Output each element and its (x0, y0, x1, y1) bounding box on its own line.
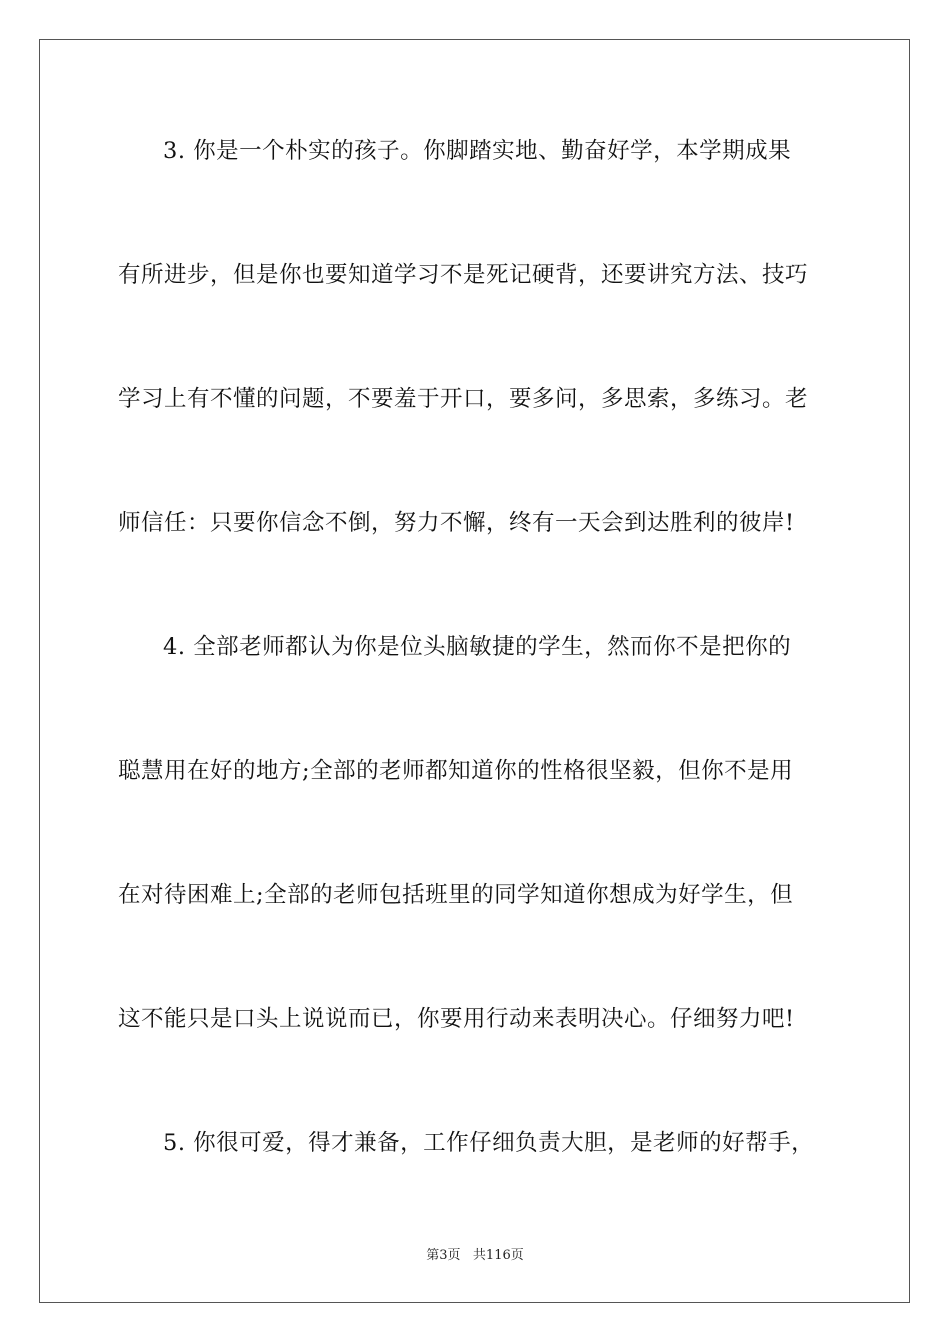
paragraph-3-line-1: 3. 你是一个朴实的孩子。你脚踏实地、勤奋好学，本学期成果 (163, 138, 792, 164)
paragraph-4-line-3: 在对待困难上;全部的老师包括班里的同学知道你想成为好学生，但 (118, 882, 794, 908)
page-border (39, 39, 910, 1303)
paragraph-3-line-4: 师信任：只要你信念不倒，努力不懈，终有一天会到达胜利的彼岸! (118, 510, 795, 536)
paragraph-4-line-4: 这不能只是口头上说说而已，你要用行动来表明决心。仔细努力吧! (118, 1006, 795, 1032)
paragraph-4-line-2: 聪慧用在好的地方;全部的老师都知道你的性格很坚毅，但你不是用 (118, 758, 794, 784)
paragraph-3-line-2: 有所进步，但是你也要知道学习不是死记硬背，还要讲究方法、技巧 (118, 262, 809, 288)
paragraph-4-line-1: 4. 全部老师都认为你是位头脑敏捷的学生，然而你不是把你的 (163, 634, 792, 660)
paragraph-5-line-1: 5. 你很可爱，得才兼备，工作仔细负责大胆，是老师的好帮手， (163, 1130, 815, 1156)
page-number-footer: 第3页 共116页 (426, 1248, 524, 1263)
paragraph-3-line-3: 学习上有不懂的问题，不要羞于开口，要多问，多思索，多练习。老 (118, 386, 809, 412)
